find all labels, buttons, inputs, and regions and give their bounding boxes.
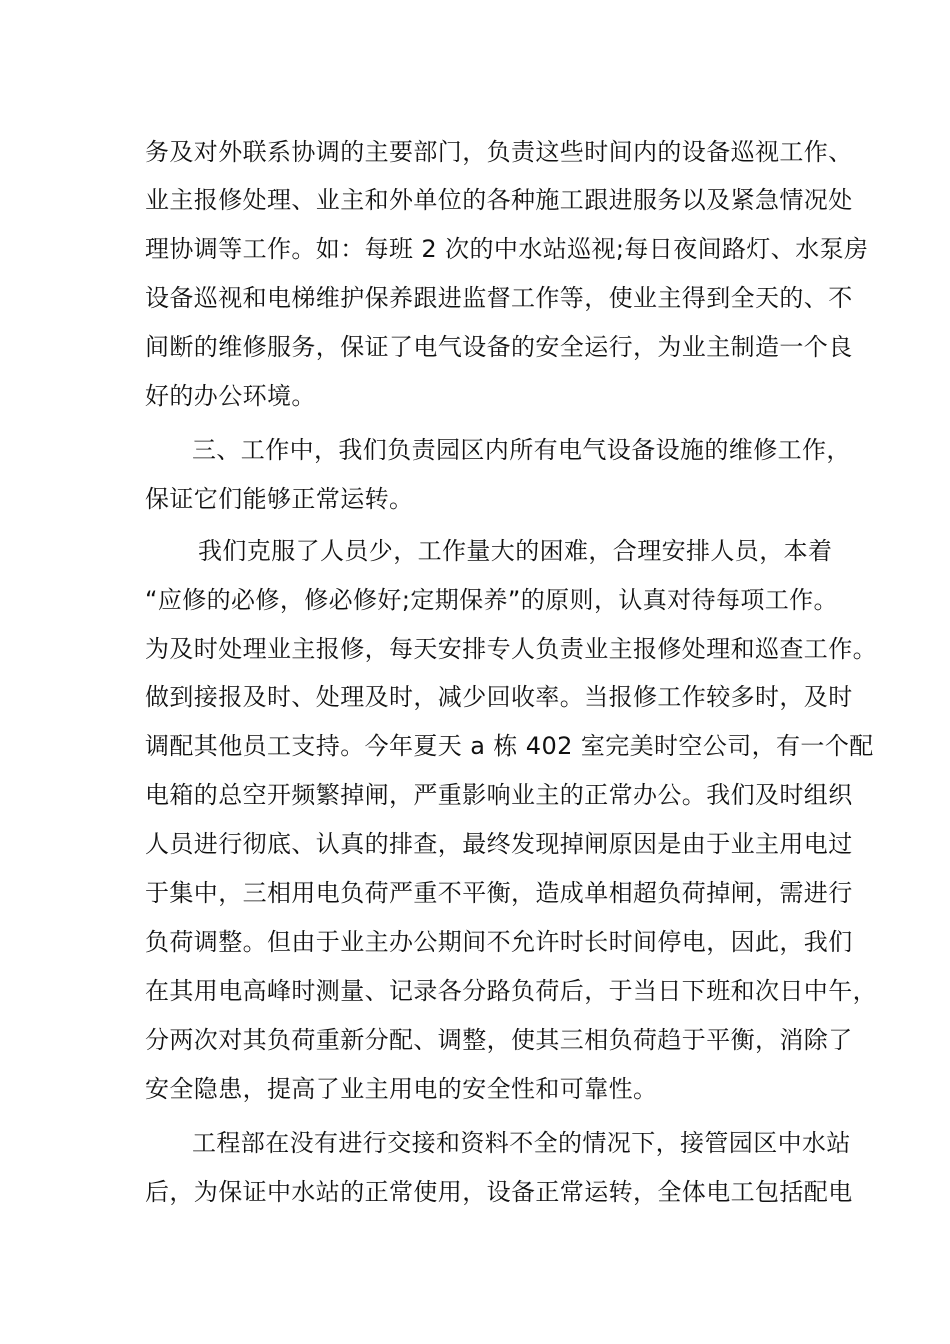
paragraph-line: 在其用电高峰时测量、记录各分路负荷后，于当日下班和次日中午， — [145, 977, 877, 1005]
paragraph-line: 设备巡视和电梯维护保养跟进监督工作等，使业主得到全天的、不 — [145, 284, 853, 312]
paragraph-line: 安全隐患，提高了业主用电的安全性和可靠性。 — [145, 1075, 658, 1103]
paragraph-line: 电箱的总空开频繁掉闸，严重影响业主的正常办公。我们及时组织 — [145, 781, 853, 809]
paragraph-line: 我们克服了人员少，工作量大的困难，合理安排人员，本着 — [198, 537, 833, 565]
paragraph-line: “应修的必修，修必修好;定期保养”的原则，认真对待每项工作。 — [145, 586, 838, 614]
paragraph-line: 负荷调整。但由于业主办公期间不允许时长时间停电，因此，我们 — [145, 928, 853, 956]
paragraph-line: 务及对外联系协调的主要部门，负责这些时间内的设备巡视工作、 — [145, 138, 853, 166]
paragraph-line: 分两次对其负荷重新分配、调整，使其三相负荷趋于平衡，消除了 — [145, 1026, 853, 1054]
paragraph-line: 保证它们能够正常运转。 — [145, 485, 414, 513]
paragraph-line: 人员进行彻底、认真的排查，最终发现掉闸原因是由于业主用电过 — [145, 830, 853, 858]
section-heading-line: 三、工作中，我们负责园区内所有电气设备设施的维修工作， — [192, 436, 851, 464]
paragraph-line: 做到接报及时、处理及时，减少回收率。当报修工作较多时，及时 — [145, 683, 853, 711]
paragraph-line: 好的办公环境。 — [145, 382, 316, 410]
paragraph-line: 于集中，三相用电负荷严重不平衡，造成单相超负荷掉闸，需进行 — [145, 879, 853, 907]
paragraph-line: 为及时处理业主报修，每天安排专人负责业主报修处理和巡查工作。 — [145, 635, 877, 663]
paragraph-line: 理协调等工作。如：每班 2 次的中水站巡视;每日夜间路灯、水泵房 — [145, 235, 869, 263]
paragraph-line: 工程部在没有进行交接和资料不全的情况下，接管园区中水站 — [192, 1129, 851, 1157]
paragraph-line: 间断的维修服务，保证了电气设备的安全运行，为业主制造一个良 — [145, 333, 853, 361]
paragraph-line: 业主报修处理、业主和外单位的各种施工跟进服务以及紧急情况处 — [145, 186, 853, 214]
paragraph-line: 后，为保证中水站的正常使用，设备正常运转，全体电工包括配电 — [145, 1178, 853, 1206]
paragraph-line: 调配其他员工支持。今年夏天 a 栋 402 室完美时空公司，有一个配 — [145, 732, 874, 760]
